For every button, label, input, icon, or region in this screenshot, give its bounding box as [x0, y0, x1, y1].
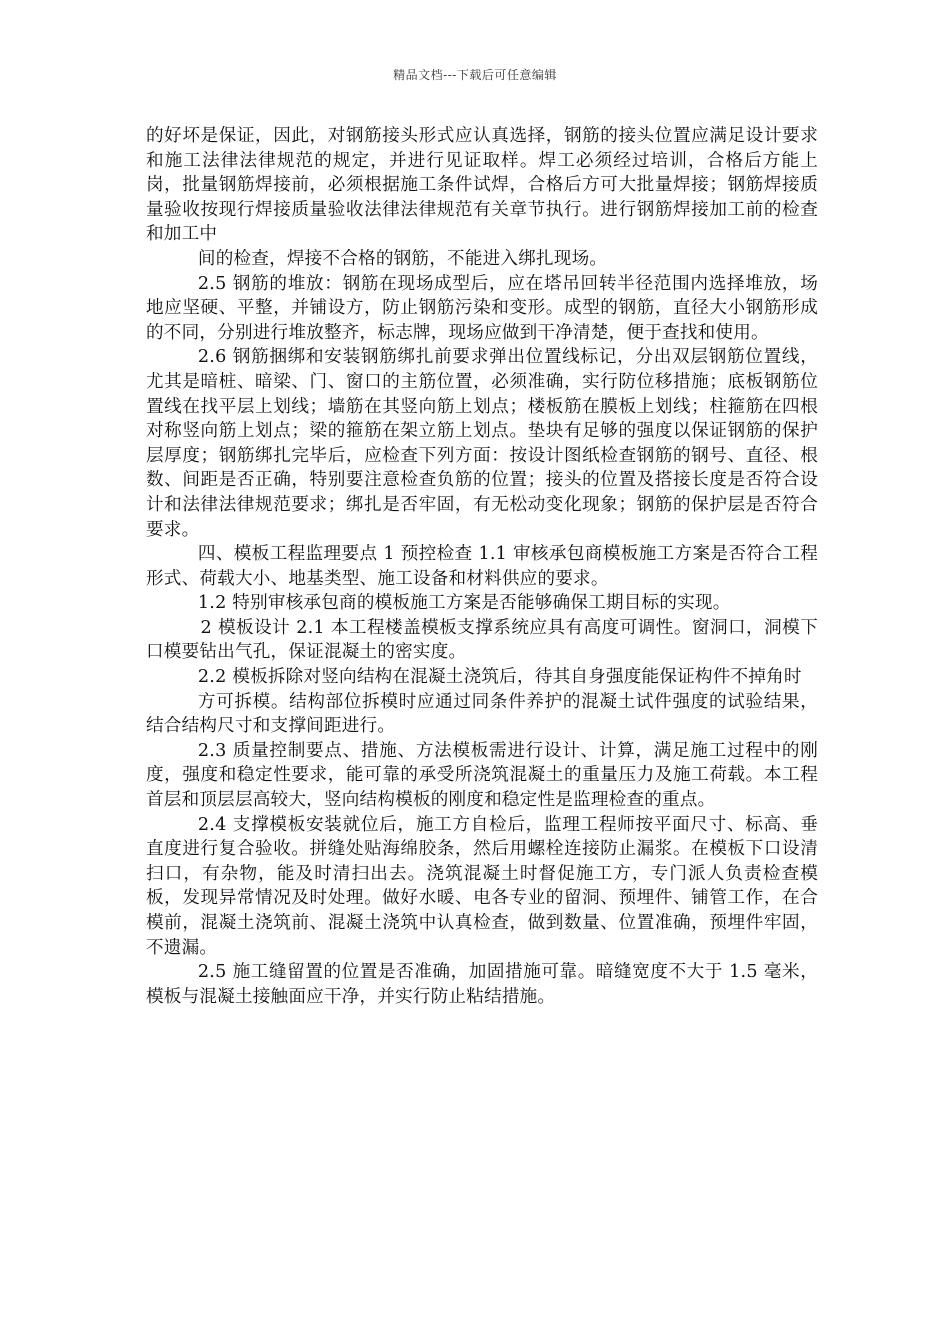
- page-header: 精品文档---下载后可任意编辑: [393, 68, 557, 82]
- paragraph-3: 2.5 钢筋的堆放：钢筋在现场成型后，应在塔吊回转半径范围内选择堆放，场地应坚硬、平整，并铺设方，防止钢筋污染和变形。成型的钢筋，直径大小钢筋形成的不同，分别进行堆放整齐，标志牌，现场应做到干净清楚，便于查找和使用。: [146, 273, 818, 343]
- paragraph-6: 1.2 特别审核承包商的模板施工方案是否能够确保工期目标的实现。: [197, 593, 731, 614]
- paragraph-5: 四、模板工程监理要点 1 预控检查 1.1 审核承包商模板施工方案是否符合工程形式、荷载大小、地基类型、施工设备和材料供应的要求。: [146, 544, 818, 589]
- paragraph-4: 2.6 钢筋捆绑和安装钢筋绑扎前要求弹出位置线标记，分出双层钢筋位置线，尤其是暗桩、暗梁、门、窗口的主筋位置，必须准确，实行防位移措施；底板钢筋位置线在找平层上划线；墙筋在其竖向筋上划点；楼板筋在膜板上划线；柱箍筋在四根对称竖向筋上划点；梁的箍筋在架立筋上划点。垫块有足够的强度以保证钢筋的保护层厚度；钢筋绑扎完毕后，应检查下列方面：按设计图纸检查钢筋的钢号、直径、根数、间距是否正确，特别要注意检查负筋的位置；接头的位置及搭接长度是否符合设计和法律法律规范要求；绑扎是否牢固，有无松动变化现象；钢筋的保护层是否符合要求。: [146, 347, 818, 540]
- paragraph-7: 2 模板设计 2.1 本工程楼盖模板支撑系统应具有高度可调性。窗洞口，洞模下口模要钻出气孔，保证混凝土的密实度。: [146, 617, 818, 663]
- paragraph-12: 2.5 施工缝留置的位置是否准确，加固措施可靠。暗缝宽度不大于 1.5 毫米，模板与混凝土接触面应干净，并实行防止粘结措施。: [146, 962, 818, 1007]
- paragraph-11: 2.4 支撑模板安装就位后，施工方自检后，监理工程师按平面尺寸、标高、垂直度进行复合验收。拼缝处贴海绵胶条，然后用螺栓连接防止漏浆。在模板下口设清扫口，有杂物，能及时清扫出去。浇筑混凝土时督促施工方，专门派人负责检查模板，发现异常情况及时处理。做好水暖、电各专业的留洞、预埋件、铺管工作，在合模前，混凝土浇筑前、混凝土浇筑中认真检查，做到数量、位置准确，预埋件牢固，不遗漏。: [146, 814, 818, 958]
- paragraph-10: 2.3 质量控制要点、措施、方法模板需进行设计、计算，满足施工过程中的刚度，强度和稳定性要求，能可靠的承受所浇筑混凝土的重量压力及施工荷载。本工程首层和顶层层高较大，竖向结构模板的刚度和稳定性是监理检查的重点。: [146, 740, 818, 811]
- paragraph-1: 的好坏是保证，因此，对钢筋接头形式应认真选择，钢筋的接头位置应满足设计要求和施工法律法律规范的规定，并进行见证取样。焊工必须经过培训，合格后方能上岗，批量钢筋焊接前，必须根据施工条件试焊，合格后方可大批量焊接；钢筋焊接质量验收按现行焊接质量验收法律法律规范有关章节执行。进行钢筋焊接加工前的检查和加工中: [146, 126, 818, 245]
- document-body: [146, 124, 818, 1009]
- paragraph-2: 间的检查，焊接不合格的钢筋，不能进入绑扎现场。: [197, 248, 608, 269]
- paragraph-9: 方可拆模。结构部位拆模时应通过同条件养护的混凝土试件强度的试验结果，结合结构尺寸和支撑间距进行。: [146, 691, 818, 737]
- paragraph-8: 2.2 模板拆除对竖向结构在混凝土浇筑后，待其自身强度能保证构件不掉角时: [197, 667, 802, 688]
